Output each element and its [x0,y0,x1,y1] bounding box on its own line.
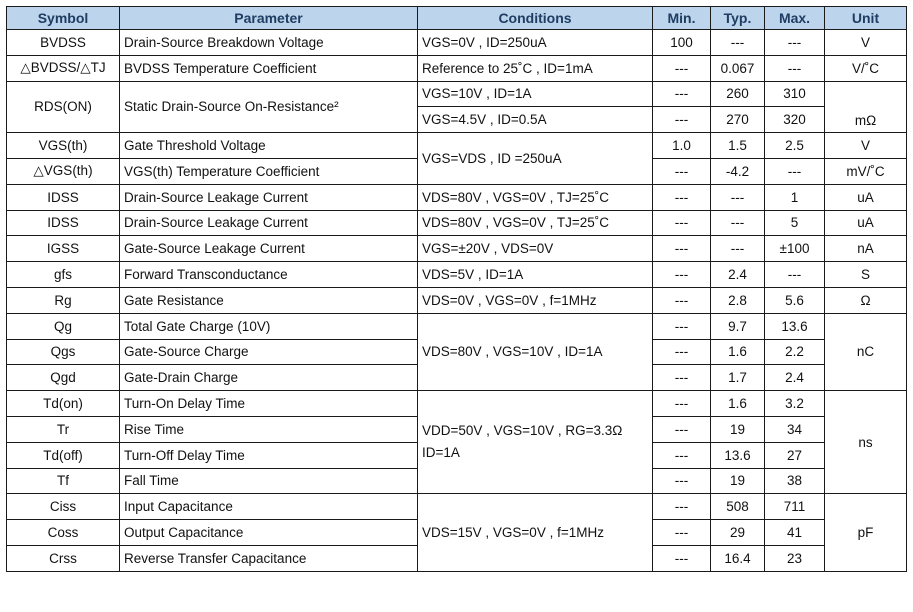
max-cell: 5.6 [765,287,825,313]
max-cell: 34 [765,416,825,442]
symbol-cell: Qgs [7,339,120,365]
min-cell: --- [653,107,711,133]
table-row [7,313,907,339]
typ-cell: 29 [711,520,765,546]
min-cell: --- [653,210,711,236]
table-row [7,81,907,107]
header-symbol: Symbol [7,7,120,30]
symbol-cell: Td(on) [7,391,120,417]
min-cell: --- [653,287,711,313]
parameter-cell: Gate Threshold Voltage [120,133,418,159]
typ-cell: 16.4 [711,545,765,571]
max-cell: 13.6 [765,313,825,339]
typ-cell: 270 [711,107,765,133]
table-row [7,30,907,56]
conditions-cell: VGS=4.5V , ID=0.5A [418,107,653,133]
typ-cell: 260 [711,81,765,107]
electrical-characteristics-table [6,6,907,572]
conditions-cell: VGS=10V , ID=1A [418,81,653,107]
conditions-cell: VDS=80V , VGS=0V , TJ=25˚C [418,210,653,236]
min-cell: 1.0 [653,133,711,159]
symbol-cell: VGS(th) [7,133,120,159]
symbol-cell: BVDSS [7,30,120,56]
parameter-cell: Total Gate Charge (10V) [120,313,418,339]
typ-cell: 1.5 [711,133,765,159]
min-cell: --- [653,365,711,391]
max-cell: 2.4 [765,365,825,391]
table-row [7,391,907,417]
symbol-cell: gfs [7,262,120,288]
table-row [7,184,907,210]
min-cell: --- [653,313,711,339]
table-row [7,55,907,81]
max-cell: 310 [765,81,825,107]
header-unit: Unit [825,7,907,30]
typ-cell: 508 [711,494,765,520]
min-cell: --- [653,81,711,107]
typ-cell: 1.6 [711,391,765,417]
typ-cell: 2.8 [711,287,765,313]
typ-cell: --- [711,30,765,56]
typ-cell: 9.7 [711,313,765,339]
symbol-cell: IDSS [7,210,120,236]
table-row [7,236,907,262]
typ-cell: --- [711,210,765,236]
max-cell: --- [765,55,825,81]
table-row [7,494,907,520]
parameter-cell: Drain-Source Leakage Current [120,184,418,210]
symbol-cell: Qg [7,313,120,339]
unit-cell: mΩ [825,81,907,133]
max-cell: 2.2 [765,339,825,365]
min-cell: --- [653,391,711,417]
symbol-cell: Qgd [7,365,120,391]
typ-cell: 1.7 [711,365,765,391]
typ-cell: 0.067 [711,55,765,81]
typ-cell: 13.6 [711,442,765,468]
parameter-cell: Forward Transconductance [120,262,418,288]
max-cell: 23 [765,545,825,571]
max-cell: ±100 [765,236,825,262]
typ-cell: 19 [711,416,765,442]
typ-cell: 2.4 [711,262,765,288]
min-cell: --- [653,416,711,442]
max-cell: 5 [765,210,825,236]
max-cell: 320 [765,107,825,133]
table-row [7,262,907,288]
unit-cell: nA [825,236,907,262]
symbol-cell: △BVDSS/△TJ [7,55,120,81]
max-cell: --- [765,30,825,56]
max-cell: 711 [765,494,825,520]
max-cell: 2.5 [765,133,825,159]
conditions-cell: VGS=±20V , VDS=0V [418,236,653,262]
parameter-cell: Output Capacitance [120,520,418,546]
table-row [7,287,907,313]
header-row [7,7,907,30]
min-cell: --- [653,184,711,210]
min-cell: --- [653,520,711,546]
typ-cell: -4.2 [711,158,765,184]
unit-cell: Ω [825,287,907,313]
parameter-cell: Gate-Source Leakage Current [120,236,418,262]
symbol-cell: IGSS [7,236,120,262]
header-min: Min. [653,7,711,30]
unit-cell: mV/˚C [825,158,907,184]
parameter-cell: BVDSS Temperature Coefficient [120,55,418,81]
max-cell: 41 [765,520,825,546]
symbol-cell: Crss [7,545,120,571]
unit-cell: V [825,30,907,56]
min-cell: --- [653,158,711,184]
symbol-cell: Td(off) [7,442,120,468]
max-cell: --- [765,158,825,184]
min-cell: --- [653,545,711,571]
symbol-cell: Tr [7,416,120,442]
min-cell: --- [653,55,711,81]
typ-cell: --- [711,236,765,262]
symbol-cell: Rg [7,287,120,313]
parameter-cell: Gate Resistance [120,287,418,313]
unit-cell: V/˚C [825,55,907,81]
min-cell: --- [653,262,711,288]
parameter-cell: Drain-Source Leakage Current [120,210,418,236]
parameter-cell: VGS(th) Temperature Coefficient [120,158,418,184]
conditions-cell: VDS=80V , VGS=10V , ID=1A [418,313,653,390]
unit-cell: S [825,262,907,288]
parameter-cell: Input Capacitance [120,494,418,520]
typ-cell: --- [711,184,765,210]
min-cell: --- [653,494,711,520]
max-cell: --- [765,262,825,288]
symbol-cell: RDS(ON) [7,81,120,133]
max-cell: 38 [765,468,825,494]
parameter-cell: Drain-Source Breakdown Voltage [120,30,418,56]
parameter-cell: Reverse Transfer Capacitance [120,545,418,571]
min-cell: --- [653,468,711,494]
parameter-cell: Rise Time [120,416,418,442]
max-cell: 27 [765,442,825,468]
parameter-cell: Static Drain-Source On-Resistance² [120,81,418,133]
max-cell: 1 [765,184,825,210]
min-cell: --- [653,339,711,365]
min-cell: --- [653,442,711,468]
symbol-cell: △VGS(th) [7,158,120,184]
header-typ: Typ. [711,7,765,30]
conditions-cell: VDS=0V , VGS=0V , f=1MHz [418,287,653,313]
conditions-cell: VDS=15V , VGS=0V , f=1MHz [418,494,653,571]
parameter-cell: Turn-On Delay Time [120,391,418,417]
conditions-cell: VDS=80V , VGS=0V , TJ=25˚C [418,184,653,210]
conditions-cell: VDD=50V , VGS=10V , RG=3.3Ω ID=1A [418,391,653,494]
parameter-cell: Gate-Drain Charge [120,365,418,391]
parameter-cell: Fall Time [120,468,418,494]
conditions-cell: VDS=5V , ID=1A [418,262,653,288]
typ-cell: 1.6 [711,339,765,365]
header-max: Max. [765,7,825,30]
conditions-cell: Reference to 25˚C , ID=1mA [418,55,653,81]
table-row [7,133,907,159]
max-cell: 3.2 [765,391,825,417]
symbol-cell: IDSS [7,184,120,210]
unit-cell: V [825,133,907,159]
header-parameter: Parameter [120,7,418,30]
unit-cell: uA [825,210,907,236]
conditions-cell: VGS=0V , ID=250uA [418,30,653,56]
unit-cell: uA [825,184,907,210]
parameter-cell: Turn-Off Delay Time [120,442,418,468]
symbol-cell: Tf [7,468,120,494]
parameter-cell: Gate-Source Charge [120,339,418,365]
min-cell: --- [653,236,711,262]
min-cell: 100 [653,30,711,56]
unit-cell: nC [825,313,907,390]
table-row [7,210,907,236]
conditions-cell: VGS=VDS , ID =250uA [418,133,653,185]
unit-cell: pF [825,494,907,571]
typ-cell: 19 [711,468,765,494]
unit-cell: ns [825,391,907,494]
symbol-cell: Ciss [7,494,120,520]
symbol-cell: Coss [7,520,120,546]
header-conditions: Conditions [418,7,653,30]
